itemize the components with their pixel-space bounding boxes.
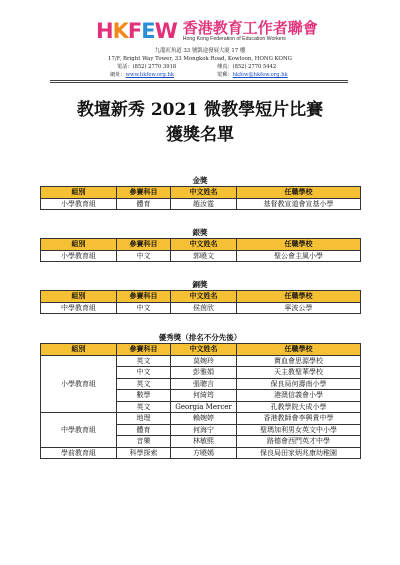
merit-award-section	[40, 333, 360, 459]
table-header-row	[41, 187, 361, 199]
cell-name: 莫婉玲	[171, 355, 237, 367]
cell-group: 小學教育組	[41, 250, 117, 262]
table-row	[41, 355, 361, 367]
cell-group: 學前教育組	[41, 447, 117, 459]
logo-letter: W	[154, 19, 177, 43]
column-header: 參賽科目	[117, 239, 171, 251]
header-divider	[50, 80, 348, 81]
cell-school: 路德會西門英才中學	[237, 436, 361, 448]
column-header: 中文姓名	[171, 344, 237, 356]
page-subtitle: 獲獎名單	[166, 125, 234, 145]
cell-subject: 英文	[117, 401, 171, 413]
table-header-row	[41, 239, 361, 251]
cell-school: 保良局田家炳兆康幼稚園	[237, 447, 361, 459]
cell-name: 方曉嫣	[171, 447, 237, 459]
column-header: 任職學校	[237, 291, 361, 303]
cell-school: 基督教宣道會宣基小學	[237, 198, 361, 210]
cell-name: 侯茵欣	[171, 302, 237, 314]
email	[217, 72, 288, 79]
column-header: 任職學校	[237, 239, 361, 251]
column-header: 參賽科目	[117, 344, 171, 356]
cell-name: Georgia Mercer	[171, 401, 237, 413]
cell-group: 中學教育組	[41, 413, 117, 448]
cell-subject: 中文	[117, 250, 171, 262]
cell-school: 聖公會主風小學	[237, 250, 361, 262]
cell-subject: 體育	[117, 198, 171, 210]
org-logo	[96, 18, 318, 44]
table-row	[41, 447, 361, 459]
section-title: 銀獎	[192, 228, 208, 237]
column-header: 組別	[41, 291, 117, 303]
cell-name: 賴婉婷	[171, 413, 237, 425]
page-title: 教壇新秀 2021 微教學短片比賽	[76, 100, 324, 120]
gold-award-section	[40, 176, 360, 210]
table-header-row	[41, 291, 361, 303]
table-header-row	[41, 344, 361, 356]
column-header: 中文姓名	[171, 187, 237, 199]
website	[110, 72, 174, 79]
cell-subject: 中文	[117, 367, 171, 379]
org-name-zh: 香港教育工作者聯會	[182, 18, 318, 37]
column-header: 組別	[41, 187, 117, 199]
cell-subject: 英文	[117, 378, 171, 390]
gold-award-table	[40, 186, 361, 210]
logo-letter: E	[141, 19, 155, 43]
address-en: 17/F, Bright Way Tower, 33 Mongkok Road, Kowloon, HONG KONG	[108, 56, 292, 62]
silver-award-table	[40, 238, 361, 262]
cell-name: 郭曉文	[171, 250, 237, 262]
column-header: 中文姓名	[171, 291, 237, 303]
cell-school: 香港教師會李興貴中學	[237, 413, 361, 425]
cell-school: 天主教聖華學校	[237, 367, 361, 379]
email-label: 電郵：	[217, 72, 233, 78]
address-zh: 九龍旺角道 33 號凱途發展大廈 17 樓	[154, 48, 246, 54]
cell-subject: 數學	[117, 390, 171, 402]
column-header: 中文姓名	[171, 239, 237, 251]
cell-subject: 體育	[117, 424, 171, 436]
cell-name: 張聰言	[171, 378, 237, 390]
cell-school: 孔教學院大成小學	[237, 401, 361, 413]
column-header: 參賽科目	[117, 291, 171, 303]
table-row	[41, 413, 361, 425]
column-header: 任職學校	[237, 344, 361, 356]
cell-subject: 地理	[117, 413, 171, 425]
org-name-en: Hong Kong Federation of Education Workers	[182, 35, 286, 42]
table-row	[41, 250, 361, 262]
table-row	[41, 302, 361, 314]
logo-mark	[96, 19, 177, 43]
merit-award-table	[40, 343, 361, 459]
phone: 電話：(852) 2770 3918	[117, 64, 177, 70]
column-header: 組別	[41, 239, 117, 251]
cell-school: 保良局何壽南小學	[237, 378, 361, 390]
logo-letter: H	[96, 19, 113, 43]
logo-letter: F	[127, 19, 142, 43]
section-title: 金獎	[192, 176, 208, 185]
cell-subject: 科學探索	[117, 447, 171, 459]
email-link[interactable]: hkfew@hkfew.org.hk	[232, 72, 288, 78]
column-header: 任職學校	[237, 187, 361, 199]
header-divider	[50, 82, 348, 83]
table-row	[41, 198, 361, 210]
cell-group: 中學教育組	[41, 302, 117, 314]
cell-name: 趙汝霆	[171, 198, 237, 210]
section-title: 銅獎	[192, 280, 208, 289]
cell-group: 小學教育組	[41, 355, 117, 413]
bronze-award-section	[40, 280, 360, 314]
cell-school: 寶血會思源學校	[237, 355, 361, 367]
section-title: 優秀獎（排名不分先後）	[158, 333, 242, 342]
website-link[interactable]: www.hkfew.org.hk	[125, 72, 174, 78]
cell-school: 港澳信義會小學	[237, 390, 361, 402]
column-header: 組別	[41, 344, 117, 356]
cell-subject: 英文	[117, 355, 171, 367]
cell-name: 林敏熙	[171, 436, 237, 448]
column-header: 參賽科目	[117, 187, 171, 199]
logo-letter: K	[112, 19, 128, 43]
cell-school: 寧波公學	[237, 302, 361, 314]
cell-name: 何綺筠	[171, 390, 237, 402]
website-label: 網址：	[110, 72, 126, 78]
cell-subject: 音樂	[117, 436, 171, 448]
cell-name: 何海宁	[171, 424, 237, 436]
logo-text	[183, 20, 318, 43]
cell-subject: 中文	[117, 302, 171, 314]
fax: 傳真：(852) 2770 5442	[217, 64, 277, 70]
bronze-award-table	[40, 290, 361, 314]
cell-group: 小學教育組	[41, 198, 117, 210]
cell-school: 聖瑪加利男女英文中小學	[237, 424, 361, 436]
silver-award-section	[40, 228, 360, 262]
cell-name: 彭雅娟	[171, 367, 237, 379]
